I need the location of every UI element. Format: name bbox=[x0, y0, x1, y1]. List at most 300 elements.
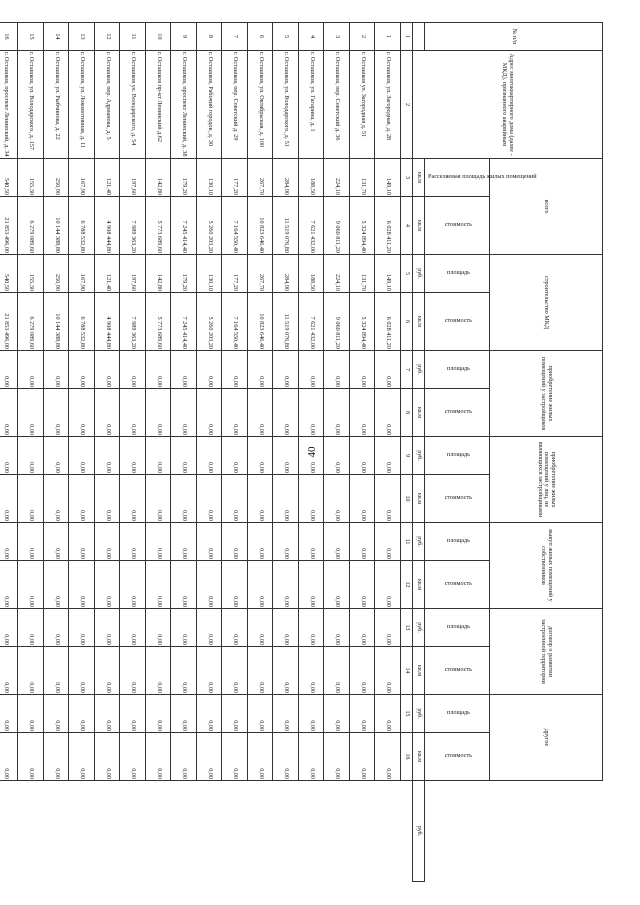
cell-zero: 0,00 bbox=[146, 351, 172, 389]
cell-mkd-area: 224,10 bbox=[324, 255, 350, 293]
cell-zero: 0,00 bbox=[324, 561, 350, 609]
col-header-address: Адрес многоквартирного дома (далее - МКД), признанного аварийным bbox=[413, 51, 603, 159]
cell-zero: 0,00 bbox=[273, 475, 299, 523]
cell-zero: 0,00 bbox=[222, 695, 248, 733]
rotated-table-container bbox=[2, 22, 603, 882]
subheader-area: площадь bbox=[425, 609, 490, 647]
row-address: г. Осташков, пер. Адрианова, д. 5 bbox=[95, 51, 121, 159]
subheader-resettled-area: Расселяемая площадь жилых помещений bbox=[425, 159, 490, 197]
row-address: г. Осташков, ул. Гагарина, д. 1 bbox=[299, 51, 325, 159]
cell-zero: 0,00 bbox=[171, 561, 197, 609]
cell-zero: 0,00 bbox=[69, 561, 95, 609]
cell-zero: 0,00 bbox=[375, 695, 401, 733]
cell-zero: 0,00 bbox=[18, 475, 44, 523]
cell-zero: 0,00 bbox=[299, 523, 325, 561]
cell-zero: 0,00 bbox=[171, 695, 197, 733]
unit-cell: руб. bbox=[413, 437, 425, 475]
cell-zero: 0,00 bbox=[197, 389, 223, 437]
cell-zero: 0,00 bbox=[69, 695, 95, 733]
subheader-cost: стоимость bbox=[425, 475, 490, 523]
cell-zero: 0,00 bbox=[248, 609, 274, 647]
unit-cell: кв.м bbox=[413, 197, 425, 255]
cell-cost: 10 823 646,40 bbox=[248, 197, 274, 255]
cell-zero: 0,00 bbox=[248, 437, 274, 475]
cell-zero: 0,00 bbox=[197, 609, 223, 647]
cell-zero: 0,00 bbox=[248, 561, 274, 609]
cell-zero: 0,00 bbox=[44, 437, 70, 475]
column-index-cell: 12 bbox=[401, 561, 413, 609]
column-index-cell: 14 bbox=[401, 647, 413, 695]
cell-zero: 0,00 bbox=[375, 647, 401, 695]
cell-area: 167,90 bbox=[69, 159, 95, 197]
cell-mkd-cost: 4 908 444,80 bbox=[95, 293, 121, 351]
cell-zero: 0,00 bbox=[171, 389, 197, 437]
row-address: г. Осташков, ул. Октябрьская, д. 100 bbox=[248, 51, 274, 159]
row-number: 2 bbox=[350, 23, 376, 51]
cell-zero: 0,00 bbox=[350, 733, 376, 781]
cell-zero: 0,00 bbox=[324, 647, 350, 695]
row-number: 15 bbox=[18, 23, 44, 51]
cell-zero: 0,00 bbox=[120, 351, 146, 389]
cell-area: 267,70 bbox=[248, 159, 274, 197]
cell-zero: 0,00 bbox=[120, 389, 146, 437]
table-row bbox=[44, 23, 70, 882]
cell-zero: 0,00 bbox=[350, 389, 376, 437]
subheader-area: площадь bbox=[425, 351, 490, 389]
cell-zero: 0,00 bbox=[324, 695, 350, 733]
subheader-area: площадь bbox=[425, 523, 490, 561]
cell-cost: 7 621 432,00 bbox=[299, 197, 325, 255]
row-number: 5 bbox=[273, 23, 299, 51]
cell-area: 188,50 bbox=[299, 159, 325, 197]
row-address: г. Осташков, проспект Ленинский, д. 38 bbox=[171, 51, 197, 159]
group-header-buyout: выкуп жилых помещений у собственников bbox=[490, 523, 603, 609]
cell-mkd-cost: 5 260 203,20 bbox=[197, 293, 223, 351]
cell-zero: 0,00 bbox=[273, 647, 299, 695]
cell-zero: 0,00 bbox=[324, 733, 350, 781]
row-number: 16 bbox=[0, 23, 18, 51]
cell-zero: 0,00 bbox=[248, 351, 274, 389]
cell-zero: 0,00 bbox=[146, 523, 172, 561]
column-index-cell: 9 bbox=[401, 437, 413, 475]
unit-cell: руб. bbox=[413, 609, 425, 647]
cell-zero: 0,00 bbox=[248, 647, 274, 695]
cell-zero: 0,00 bbox=[324, 523, 350, 561]
column-index-cell: 2 bbox=[401, 51, 413, 159]
cell-zero: 0,00 bbox=[375, 389, 401, 437]
cell-zero: 0,00 bbox=[120, 437, 146, 475]
row-address: г. Осташков, проспект Ленинский, д. 34 bbox=[0, 51, 18, 159]
subheader-cost: стоимость bbox=[425, 647, 490, 695]
row-number: 10 bbox=[146, 23, 172, 51]
cell-zero: 0,00 bbox=[324, 437, 350, 475]
cell-zero: 0,00 bbox=[197, 733, 223, 781]
column-index-cell: 4 bbox=[401, 197, 413, 255]
cell-mkd-cost: 7 164 550,40 bbox=[222, 293, 248, 351]
group-header-territory: договор о развитии застроенной территории bbox=[490, 609, 603, 695]
subheader-area: площадь bbox=[425, 695, 490, 733]
cell-zero: 0,00 bbox=[273, 437, 299, 475]
cell-zero: 0,00 bbox=[222, 351, 248, 389]
cell-zero: 0,00 bbox=[299, 733, 325, 781]
cell-cost: 5 260 203,20 bbox=[197, 197, 223, 255]
cell-cost: 4 908 444,80 bbox=[95, 197, 121, 255]
cell-zero: 0,00 bbox=[171, 523, 197, 561]
cell-zero: 0,00 bbox=[273, 523, 299, 561]
cell-zero: 0,00 bbox=[350, 523, 376, 561]
table-row bbox=[299, 23, 325, 882]
group-header-purchase-dev: приобретение жилых помещений у застройщиков bbox=[490, 351, 603, 437]
cell-zero: 0,00 bbox=[146, 561, 172, 609]
cell-zero: 0,00 bbox=[222, 609, 248, 647]
cell-cost: 9 060 811,20 bbox=[324, 197, 350, 255]
cell-zero: 0,00 bbox=[18, 351, 44, 389]
cell-zero: 0,00 bbox=[0, 609, 18, 647]
subheader-area: площадь bbox=[425, 437, 490, 475]
cell-zero: 0,00 bbox=[222, 475, 248, 523]
table-row bbox=[120, 23, 146, 882]
cell-cost: 6 788 532,80 bbox=[69, 197, 95, 255]
cell-cost: 7 245 414,40 bbox=[171, 197, 197, 255]
cell-mkd-cost: 6 788 532,80 bbox=[69, 293, 95, 351]
row-address: г. Осташков, ул. Володарского, д. 157 bbox=[18, 51, 44, 159]
cell-mkd-cost: 7 621 432,00 bbox=[299, 293, 325, 351]
column-index-cell: 16 bbox=[401, 733, 413, 781]
cell-zero: 0,00 bbox=[146, 695, 172, 733]
cell-zero: 0,00 bbox=[69, 389, 95, 437]
cell-zero: 0,00 bbox=[95, 561, 121, 609]
cell-zero: 0,00 bbox=[171, 475, 197, 523]
cell-zero: 0,00 bbox=[273, 695, 299, 733]
cell-zero: 0,00 bbox=[375, 475, 401, 523]
cell-zero: 0,00 bbox=[350, 475, 376, 523]
cell-zero: 0,00 bbox=[95, 475, 121, 523]
cell-zero: 0,00 bbox=[273, 733, 299, 781]
cell-cost: 5 773 689,60 bbox=[146, 197, 172, 255]
cell-zero: 0,00 bbox=[0, 647, 18, 695]
cell-zero: 0,00 bbox=[146, 389, 172, 437]
row-address: г. Осташков, ул. Володарского, д. 51 bbox=[273, 51, 299, 159]
row-number: 14 bbox=[44, 23, 70, 51]
cell-zero: 0,00 bbox=[0, 695, 18, 733]
unit-cell: руб. bbox=[413, 695, 425, 733]
cell-mkd-area: 121,40 bbox=[95, 255, 121, 293]
cell-zero: 0,00 bbox=[350, 695, 376, 733]
cell-zero: 0,00 bbox=[222, 523, 248, 561]
cell-zero: 0,00 bbox=[171, 609, 197, 647]
cell-area: 179,20 bbox=[171, 159, 197, 197]
subheader-area: площадь bbox=[425, 255, 490, 293]
table-row bbox=[248, 23, 274, 882]
cell-zero: 0,00 bbox=[299, 647, 325, 695]
page-number: 40 bbox=[306, 446, 318, 458]
unit-cell: кв.м bbox=[413, 293, 425, 351]
cell-zero: 0,00 bbox=[350, 609, 376, 647]
cell-zero: 0,00 bbox=[273, 561, 299, 609]
cell-zero: 0,00 bbox=[69, 609, 95, 647]
row-number: 11 bbox=[120, 23, 146, 51]
cell-zero: 0,00 bbox=[0, 475, 18, 523]
cell-zero: 0,00 bbox=[95, 609, 121, 647]
unit-cell: кв.м bbox=[413, 475, 425, 523]
cell-mkd-cost: 7 989 363,20 bbox=[120, 293, 146, 351]
cell-zero: 0,00 bbox=[44, 561, 70, 609]
cell-zero: 0,00 bbox=[197, 695, 223, 733]
row-number: 8 bbox=[197, 23, 223, 51]
row-address: г. Осташков, пер. Советский д. 29 bbox=[222, 51, 248, 159]
cell-zero: 0,00 bbox=[248, 389, 274, 437]
cell-zero: 0,00 bbox=[120, 733, 146, 781]
cell-area: 149,10 bbox=[375, 159, 401, 197]
row-number: 3 bbox=[324, 23, 350, 51]
cell-zero: 0,00 bbox=[120, 475, 146, 523]
cell-zero: 0,00 bbox=[324, 389, 350, 437]
cell-zero: 0,00 bbox=[120, 695, 146, 733]
unit-cell: руб. bbox=[413, 523, 425, 561]
subheader-cost: стоимость bbox=[425, 293, 490, 351]
cell-zero: 0,00 bbox=[248, 475, 274, 523]
cell-zero: 0,00 bbox=[44, 733, 70, 781]
cell-zero: 0,00 bbox=[222, 561, 248, 609]
cell-zero: 0,00 bbox=[222, 389, 248, 437]
cell-zero: 0,00 bbox=[44, 475, 70, 523]
cell-zero: 0,00 bbox=[197, 437, 223, 475]
cell-mkd-area: 284,90 bbox=[273, 255, 299, 293]
column-index-cell: 7 bbox=[401, 351, 413, 389]
group-header-purchase-nondev: приобретение жилых помещений у лиц, не являющихся застройщиками bbox=[490, 437, 603, 523]
cell-zero: 0,00 bbox=[299, 437, 325, 475]
column-index-cell: 1 bbox=[401, 23, 413, 51]
table-row bbox=[95, 23, 121, 882]
cell-zero: 0,00 bbox=[197, 351, 223, 389]
cell-zero: 0,00 bbox=[197, 523, 223, 561]
cell-zero: 0,00 bbox=[0, 733, 18, 781]
cell-zero: 0,00 bbox=[248, 695, 274, 733]
cell-zero: 0,00 bbox=[299, 609, 325, 647]
cell-zero: 0,00 bbox=[375, 523, 401, 561]
cell-zero: 0,00 bbox=[299, 695, 325, 733]
cell-mkd-area: 267,70 bbox=[248, 255, 274, 293]
cell-zero: 0,00 bbox=[69, 733, 95, 781]
cell-mkd-area: 149,10 bbox=[375, 255, 401, 293]
cell-zero: 0,00 bbox=[95, 351, 121, 389]
col-header-number: № п/п bbox=[425, 23, 603, 51]
cell-zero: 0,00 bbox=[375, 733, 401, 781]
table-row bbox=[324, 23, 350, 882]
group-header-mkd: строительство МКД bbox=[490, 255, 603, 351]
table-row bbox=[222, 23, 248, 882]
cell-area: 540,50 bbox=[0, 159, 18, 197]
cell-zero: 0,00 bbox=[18, 389, 44, 437]
column-index-cell: 10 bbox=[401, 475, 413, 523]
cell-zero: 0,00 bbox=[248, 733, 274, 781]
cell-zero: 0,00 bbox=[69, 351, 95, 389]
cell-zero: 0,00 bbox=[120, 609, 146, 647]
unit-cell: кв.м bbox=[413, 159, 425, 197]
cell-area: 155,30 bbox=[18, 159, 44, 197]
cell-area: 142,80 bbox=[146, 159, 172, 197]
cell-mkd-area: 250,90 bbox=[44, 255, 70, 293]
subheader-cost: стоимость bbox=[425, 561, 490, 609]
column-index-row bbox=[401, 23, 413, 882]
cell-zero: 0,00 bbox=[18, 523, 44, 561]
cell-zero: 0,00 bbox=[273, 351, 299, 389]
unit-cell: кв.м bbox=[413, 733, 425, 781]
cell-zero: 0,00 bbox=[120, 561, 146, 609]
cell-zero: 0,00 bbox=[95, 437, 121, 475]
cell-mkd-cost: 9 060 811,20 bbox=[324, 293, 350, 351]
cell-area: 131,70 bbox=[350, 159, 376, 197]
cell-area: 197,60 bbox=[120, 159, 146, 197]
cell-zero: 0,00 bbox=[222, 733, 248, 781]
cell-mkd-area: 131,70 bbox=[350, 255, 376, 293]
unit-cell: кв.м bbox=[413, 561, 425, 609]
cell-zero: 0,00 bbox=[146, 733, 172, 781]
row-address: г. Осташков пр-кт Ленинский д.62 bbox=[146, 51, 172, 159]
cell-mkd-area: 142,80 bbox=[146, 255, 172, 293]
cell-zero: 0,00 bbox=[273, 389, 299, 437]
cell-zero: 0,00 bbox=[44, 351, 70, 389]
cell-mkd-area: 197,60 bbox=[120, 255, 146, 293]
subheader-cost: стоимость bbox=[425, 197, 490, 255]
cell-zero: 0,00 bbox=[146, 475, 172, 523]
cell-zero: 0,00 bbox=[0, 523, 18, 561]
cell-zero: 0,00 bbox=[350, 437, 376, 475]
cell-zero: 0,00 bbox=[248, 523, 274, 561]
cell-zero: 0,00 bbox=[69, 437, 95, 475]
cell-mkd-cost: 7 245 414,40 bbox=[171, 293, 197, 351]
cell-zero: 0,00 bbox=[171, 437, 197, 475]
cell-zero: 0,00 bbox=[69, 647, 95, 695]
cell-cost: 6 028 411,20 bbox=[375, 197, 401, 255]
cell-mkd-cost: 6 028 411,20 bbox=[375, 293, 401, 351]
unit-cell: кв.м bbox=[413, 389, 425, 437]
cell-zero: 0,00 bbox=[324, 351, 350, 389]
cell-area: 130,10 bbox=[197, 159, 223, 197]
cell-cost: 7 989 363,20 bbox=[120, 197, 146, 255]
subheader-cost: стоимость bbox=[425, 389, 490, 437]
cell-area: 177,20 bbox=[222, 159, 248, 197]
cell-mkd-cost: 5 773 689,60 bbox=[146, 293, 172, 351]
row-number: 13 bbox=[69, 23, 95, 51]
cell-zero: 0,00 bbox=[69, 523, 95, 561]
table-row bbox=[69, 23, 95, 882]
row-address: г. Осташков ул. Загородная д. 51 bbox=[350, 51, 376, 159]
cell-zero: 0,00 bbox=[95, 647, 121, 695]
cell-mkd-area: 167,90 bbox=[69, 255, 95, 293]
column-index-cell: 8 bbox=[401, 389, 413, 437]
cell-mkd-cost: 6 279 089,60 bbox=[18, 293, 44, 351]
cell-mkd-cost: 11 519 076,80 bbox=[273, 293, 299, 351]
unit-cell: руб. bbox=[413, 781, 425, 882]
resettlement-table bbox=[0, 22, 603, 882]
cell-zero: 0,00 bbox=[18, 437, 44, 475]
unit-cell-empty bbox=[413, 23, 425, 51]
cell-zero: 0,00 bbox=[44, 609, 70, 647]
cell-zero: 0,00 bbox=[350, 561, 376, 609]
cell-area: 284,90 bbox=[273, 159, 299, 197]
row-number: 12 bbox=[95, 23, 121, 51]
table-row bbox=[0, 23, 18, 882]
cell-zero: 0,00 bbox=[44, 695, 70, 733]
cell-zero: 0,00 bbox=[299, 561, 325, 609]
cell-cost: 7 164 550,40 bbox=[222, 197, 248, 255]
table-body bbox=[0, 23, 401, 882]
cell-zero: 0,00 bbox=[222, 437, 248, 475]
table-row bbox=[273, 23, 299, 882]
cell-zero: 0,00 bbox=[299, 351, 325, 389]
row-address: г. Осташков ул. Володарского, д. 54 bbox=[120, 51, 146, 159]
row-address: г. Осташков, ул. Рыбчинова, д. 22 bbox=[44, 51, 70, 159]
row-address: г. Осташков, ул. Загородная, д. 28 bbox=[375, 51, 401, 159]
cell-zero: 0,00 bbox=[375, 609, 401, 647]
cell-area: 121,40 bbox=[95, 159, 121, 197]
cell-zero: 0,00 bbox=[197, 561, 223, 609]
row-number: 6 bbox=[248, 23, 274, 51]
cell-zero: 0,00 bbox=[375, 561, 401, 609]
table-row bbox=[375, 23, 401, 882]
group-header-other: другое bbox=[490, 695, 603, 781]
cell-zero: 0,00 bbox=[375, 437, 401, 475]
cell-mkd-cost: 5 324 894,40 bbox=[350, 293, 376, 351]
cell-cost: 10 144 388,80 bbox=[44, 197, 70, 255]
cell-cost: 21 853 496,00 bbox=[0, 197, 18, 255]
cell-zero: 0,00 bbox=[0, 389, 18, 437]
cell-zero: 0,00 bbox=[44, 389, 70, 437]
cell-zero: 0,00 bbox=[299, 475, 325, 523]
cell-zero: 0,00 bbox=[0, 351, 18, 389]
cell-zero: 0,00 bbox=[324, 609, 350, 647]
cell-zero: 0,00 bbox=[146, 609, 172, 647]
cell-zero: 0,00 bbox=[18, 647, 44, 695]
row-address: г. Осташков, Рабочий городок, д. 30 bbox=[197, 51, 223, 159]
cell-cost: 11 519 076,80 bbox=[273, 197, 299, 255]
cell-zero: 0,00 bbox=[69, 475, 95, 523]
cell-zero: 0,00 bbox=[18, 609, 44, 647]
unit-cell: руб. bbox=[413, 351, 425, 389]
cell-mkd-area: 188,50 bbox=[299, 255, 325, 293]
cell-zero: 0,00 bbox=[120, 523, 146, 561]
table-row bbox=[18, 23, 44, 882]
cell-zero: 0,00 bbox=[273, 609, 299, 647]
cell-cost: 5 324 894,40 bbox=[350, 197, 376, 255]
cell-zero: 0,00 bbox=[18, 733, 44, 781]
cell-zero: 0,00 bbox=[171, 647, 197, 695]
cell-zero: 0,00 bbox=[44, 523, 70, 561]
table-row bbox=[146, 23, 172, 882]
cell-zero: 0,00 bbox=[324, 475, 350, 523]
group-header-all: всего bbox=[490, 159, 603, 255]
cell-zero: 0,00 bbox=[0, 561, 18, 609]
row-address: г. Осташков, пер. Советский д. 36 bbox=[324, 51, 350, 159]
cell-zero: 0,00 bbox=[197, 647, 223, 695]
column-index-cell: 5 bbox=[401, 255, 413, 293]
cell-zero: 0,00 bbox=[95, 389, 121, 437]
row-number: 9 bbox=[171, 23, 197, 51]
cell-zero: 0,00 bbox=[95, 695, 121, 733]
unit-cell: руб. bbox=[413, 255, 425, 293]
cell-zero: 0,00 bbox=[95, 523, 121, 561]
cell-mkd-cost: 10 823 646,40 bbox=[248, 293, 274, 351]
unit-cell: кв.м bbox=[413, 647, 425, 695]
cell-area: 224,10 bbox=[324, 159, 350, 197]
row-number: 7 bbox=[222, 23, 248, 51]
cell-zero: 0,00 bbox=[350, 647, 376, 695]
cell-mkd-area: 130,10 bbox=[197, 255, 223, 293]
table-row bbox=[197, 23, 223, 882]
cell-mkd-area: 540,50 bbox=[0, 255, 18, 293]
cell-zero: 0,00 bbox=[171, 351, 197, 389]
